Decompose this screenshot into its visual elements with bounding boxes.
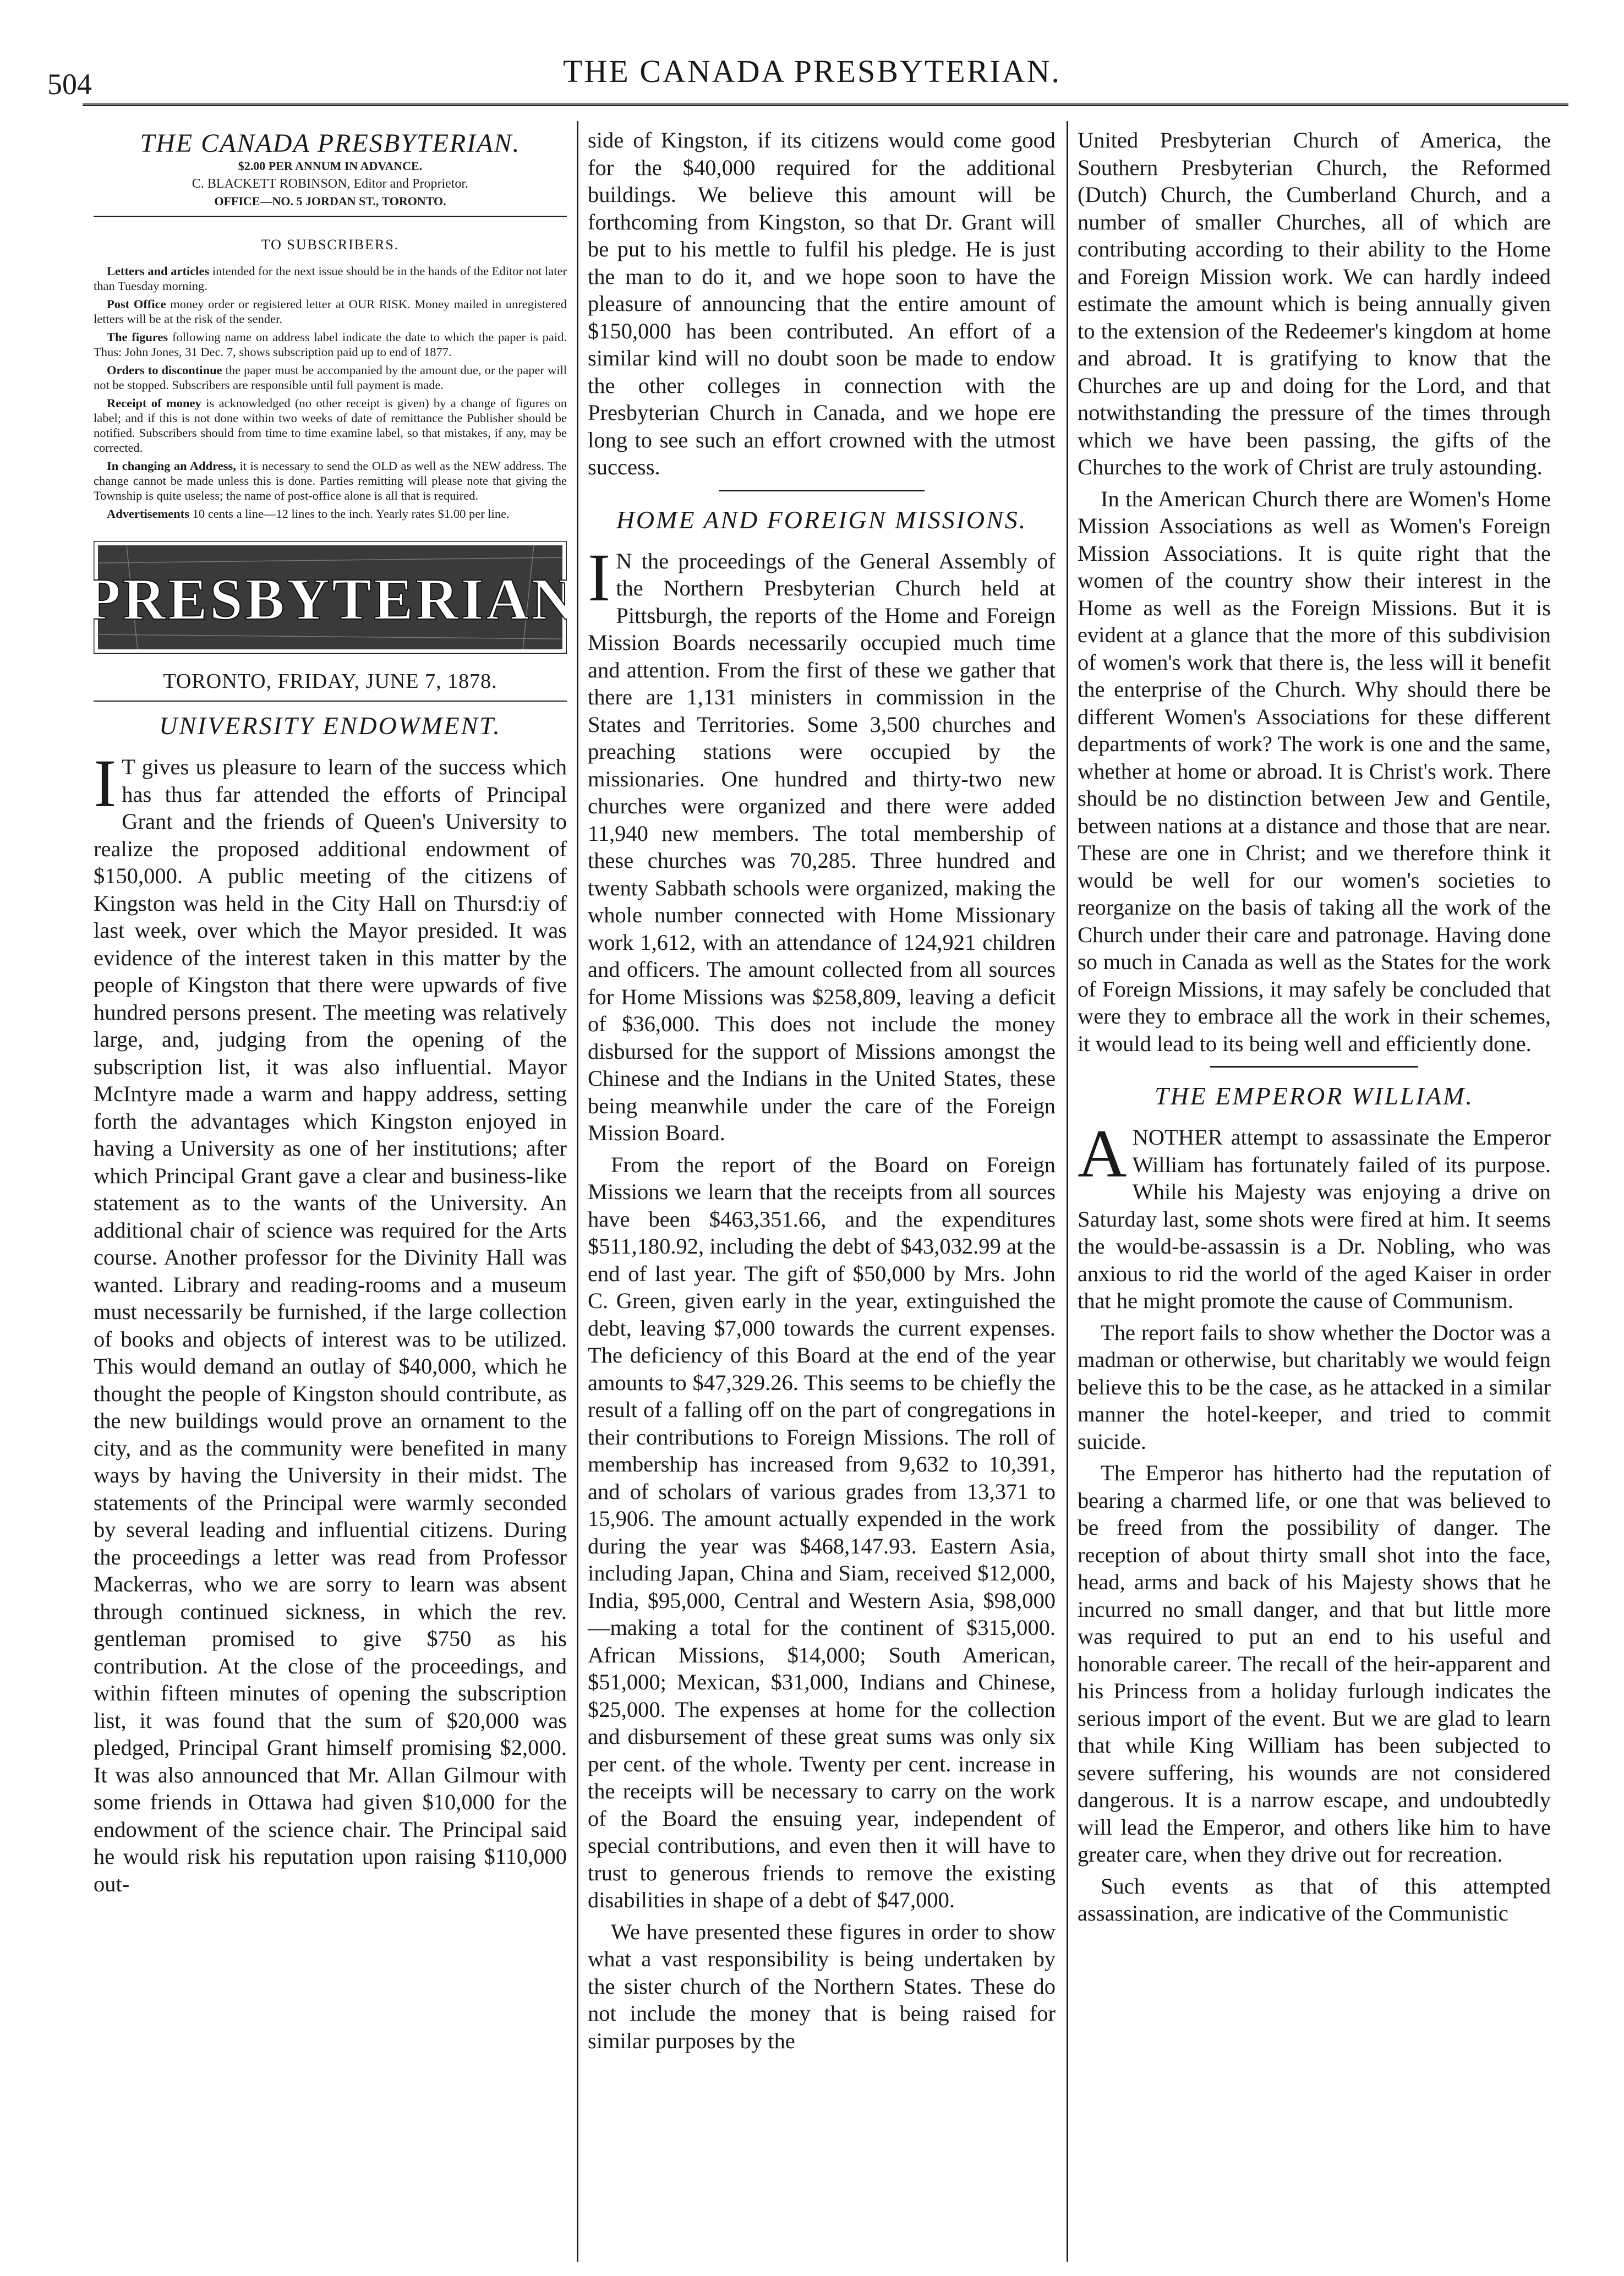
masthead-price: $2.00 PER ANNUM IN ADVANCE. bbox=[238, 158, 423, 173]
notice-lead: In changing an Address, bbox=[107, 459, 236, 473]
column-3 bbox=[1078, 127, 1551, 1932]
notice-text: the paper must be accompanied by the amount due, or the paper will not be stopped. Subscribers are responsible until full payment is made. bbox=[94, 363, 567, 392]
subscriber-notice bbox=[94, 396, 567, 455]
notice-lead: Letters and articles bbox=[107, 264, 210, 278]
masthead-title: THE CANADA PRESBYTERIAN. bbox=[140, 129, 521, 158]
subscribers-heading: TO SUBSCRIBERS. bbox=[261, 236, 400, 253]
masthead-editor: C. BLACKETT ROBINSON, Editor and Proprietor. bbox=[192, 176, 469, 191]
notice-lead: The figures bbox=[107, 330, 168, 344]
article-title-endowment: UNIVERSITY ENDOWMENT. bbox=[159, 712, 501, 740]
subscriber-notice bbox=[94, 264, 567, 293]
article-paragraph: United Presbyterian Church of America, the Southern Presbyterian Church, the Reformed (Dutch) Church, the Cumberland Church, and a number of smaller Churches, all of which are contributing according to their ability to the Home and Foreign Mission work. We can hardly indeed estimate the amount which is being annually given to the extension of the Redeemer's kingdom at home and abroad. It is gratifying to know that the Churches are up and doing for the Lord, and that notwithstanding the pressure of the times through which we have been passing, the gifts of the Churches to the work of Christ are truly astounding. bbox=[1078, 128, 1551, 479]
section-rule bbox=[719, 490, 925, 491]
notice-text: is acknowledged (no other receipt is given) by a change of figures on label; and if this is not done within two weeks of date of remittance the Publisher should be notified. Subscribers should from time to time examine label, so that mistakes, if any, may be corrected. bbox=[94, 396, 567, 455]
subscriber-notice bbox=[94, 458, 567, 503]
subscriber-notice bbox=[94, 363, 567, 392]
column-1 bbox=[94, 127, 567, 1902]
article-paragraph: I T gives us pleasure to learn of the success which has thus far attended the efforts of Principal Grant and the friends of Queen's University to realize the proposed additional endowment of $150,000. A public meeting of the citizens of Kingston was held in the City Hall on Thursd:iy of last week, over which the Mayor presided. It was evidence of the interest taken in this matter by the people of Kingston that there were upwards of five hundred persons present. The meeting was relatively large, and, judging from the opening of the subscription list, it was also influential. Mayor McIntyre made a warm and happy address, setting forth the advantages which Kingston enjoyed in having a University as one of her institutions; after which Principal Grant gave a clear and business-like statement as to the wants of the University. An additional chair of science was required for the Arts course. Another professor for the Divinity Hall was wanted. Library and reading-rooms and a museum must necessarily be furnished, if the large collection of books and objects of interest was to be utilized. This would demand an outlay of $40,000, which he thought the people of Kingston should contribute, as the new buildings would prove an ornament to the city, and as the community were benefited in many ways by having the University in their midst. The statements of the Principal were warmly seconded by several leading and influential citizens. During the proceedings a letter was read from Professor Mackerras, who we are sorry to learn was absent through continued sickness, in which the rev. gentleman promised to give $750 as his contribution. At the close of the proceedings, and within fifteen minutes of opening the subscription list, it was found that the sum of $20,000 was pledged, Principal Grant himself promising $2,000. It was also announced that Mr. Allan Gilmour with some friends in Ottawa had given $10,000 for the endowment of the science chair. The Principal said he would risk his reputation upon raising $110,000 out- bbox=[94, 746, 567, 1896]
drop-cap: I bbox=[588, 539, 611, 615]
article-paragraph: The Emperor has hitherto had the reputation of bearing a charmed life, or one that was believed to be freed from the possibility of danger. The reception of about thirty small shot into the face, head, arms and back of his Majesty shows that he incurred no small danger, and that but little more was required to put an end to his useful and honorable career. The recall of the heir-apparent and his Princess from a holiday furlough indicates the serious import of the event. But we are glad to learn that while King William has been subjected to severe suffering, his wounds are not considered dangerous. It is a narrow escape, and undoubtedly will lead the Emperor, and others like him to have greater care, when they drive out for recreation. bbox=[1078, 1460, 1551, 1867]
notice-text: following name on address label indicate the date to which the paper is paid. Thus: John Jones, 31 Dec. 7, shows subscription paid up to end of 1877. bbox=[94, 330, 567, 359]
dateline-rule bbox=[94, 701, 567, 702]
notice-text: money order or registered letter at OUR RISK. Money mailed in unregistered letters will be at the risk of the sender. bbox=[94, 297, 567, 326]
article-paragraph: I N the proceedings of the General Assembly of the Northern Presbyterian Church held at Pittsburgh, the reports of the Home and Foreign Mission Boards necessarily occupied much time and attention. From the first of these we gather that there are 1,131 ministers in commission in the States and Territories. Some 3,500 churches and preaching stations were occupied by the missionaries. One hundred and thirty-two new churches were organized and there were added 11,940 new members. The total membership of these churches was 70,285. Three hundred and twenty Sabbath schools were organized, making the whole number connected with Home Missionary work 1,612, with an attendance of 124,921 children and officers. The amount collected from all sources for Home Missions was $258,809, leaving a deficit of $36,000. This does not include the money disbursed for the support of Missions amongst the Chinese and the Indians in the United States, these being meanwhile under the care of the Foreign Mission Board. bbox=[588, 539, 1056, 1145]
notice-lead: Post Office bbox=[107, 297, 166, 311]
running-title: THE CANADA PRESBYTERIAN. bbox=[563, 53, 1061, 89]
notice-text: 10 cents a line—12 lines to the inch. Yearly rates $1.00 per line. bbox=[189, 507, 510, 521]
drop-cap: A bbox=[1078, 1116, 1127, 1191]
article-paragraph: We have presented these figures in order to show what a vast responsibility is being undertaken by the sister church of the Northern States. These do not include the money that is being raised for similar purposes by the bbox=[588, 1919, 1056, 2053]
article-paragraph: The report fails to show whether the Doctor was a madman or otherwise, but charitably we would feign believe this to be the case, as he attacked in a similar manner the hotel-keeper, and tried to commit suicide. bbox=[1078, 1320, 1551, 1454]
header-rule bbox=[83, 103, 1568, 106]
subscriber-notices bbox=[94, 264, 567, 521]
masthead-rule bbox=[94, 216, 567, 217]
masthead-banner bbox=[94, 541, 567, 654]
column-divider bbox=[577, 121, 578, 2262]
notice-lead: Advertisements bbox=[107, 507, 189, 521]
subscriber-notice bbox=[94, 506, 567, 521]
page-number: 504 bbox=[47, 68, 92, 101]
subscriber-notice bbox=[94, 330, 567, 359]
subscriber-notice bbox=[94, 297, 567, 326]
article-paragraph: ANOTHER attempt to assassinate the Emperor William has fortunately failed of its purpose. While his Majesty was enjoying a drive on Saturday last, some shots were fired at him. It seems the would-be-assassin is a Dr. Nobling, who was anxious to rid the world of the aged Kaiser in order that he might promote the cause of Communism. bbox=[1078, 1116, 1551, 1313]
banner-text: PRESBYTERIAN bbox=[94, 567, 567, 632]
article-paragraph: In the American Church there are Women's Home Mission Associations as well as Women's Foreign Mission Associations. It is quite right that the women of the country show their interest in the Home as well as the Foreign Missions. But it is evident at a glance that the more of this subdivision of women's work that there is, the less will it benefit the enterprise of the Church. Why should there be different Women's Associations for these different departments of work? The work is one and the same, whether at home or abroad. It is Christ's work. There should be no distinction between Jew and Gentile, between nations at a distance and those that are near. These are one in Christ; and we therefore think it would be well for our women's societies to reorganize on the basis of taking all the work of the Church under their care and patronage. Having done so much in Canada as well as the States for the work of Foreign Missions, it may safely be concluded that were they to embrace all the work in their schemes, it would lead to its being well and efficiently done. bbox=[1078, 486, 1551, 1056]
article-paragraph: side of Kingston, if its citizens would come good for the $40,000 required for the additional buildings. We believe this amount will be forthcoming from Kingston, so that Dr. Grant will be put to his mettle to fulfil his pledge. He is just the man to do it, and we hope soon to have the pleasure of announcing that the entire amount of $150,000 has been contributed. An effort of a similar kind will no doubt soon be made to endow the other colleges in connection with the Presbyterian Church in Canada, and we hope ere long to see such an effort crowned with the utmost success. bbox=[588, 128, 1056, 479]
column-2 bbox=[588, 127, 1056, 2059]
notice-text: it is necessary to send the OLD as well as the NEW address. The change cannot be made unless this is done. Parties remitting will please note that giving the Township is quite useless; the name of post-office alone is all that is required. bbox=[94, 459, 567, 502]
dateline: TORONTO, FRIDAY, JUNE 7, 1878. bbox=[163, 669, 497, 693]
masthead-office: OFFICE—NO. 5 JORDAN ST., TORONTO. bbox=[214, 194, 446, 208]
article-title-emperor: THE EMPEROR WILLIAM. bbox=[1155, 1082, 1474, 1110]
article-paragraph: Such events as that of this attempted assassination, are indicative of the Communistic bbox=[1078, 1873, 1551, 1925]
notice-text: intended for the next issue should be in the hands of the Editor not later than Tuesday morning. bbox=[94, 264, 567, 293]
section-rule bbox=[1210, 1066, 1418, 1068]
article-title-missions: HOME AND FOREIGN MISSIONS. bbox=[616, 505, 1027, 534]
drop-cap: I bbox=[94, 746, 117, 821]
column-divider bbox=[1067, 121, 1068, 2262]
notice-lead: Orders to discontinue bbox=[107, 363, 222, 377]
notice-lead: Receipt of money bbox=[107, 396, 201, 410]
article-paragraph: From the report of the Board on Foreign Missions we learn that the receipts from all sources have been $463,351.66, and the expenditures $511,180.92, including the debt of $43,032.99 at the end of last year. The gift of $50,000 by Mrs. John C. Green, given early in the year, extinguished the debt, leaving $7,000 towards the current expenses. The deficiency of this Board at the end of the year amounts to $47,329.26. This seems to be chiefly the result of a falling off on the part of congregations in their contributions to Foreign Missions. The roll of membership has increased from 9,632 to 10,391, and of scholars of various grades from 13,371 to 15,906. The amount actually expended in the work during the year was $468,147.93. Eastern Asia, including Japan, China and Siam, received $12,000, India, $95,000, Central and Western Asia, $98,000—making a total for the continent of $315,000. African Missions, $14,000; South American, $51,000; Mexican, $31,000, Indians and Chinese, $25,000. The expenses at home for the collection and disbursement of these great sums was only six per cent. of the whole. Twenty per cent. increase in the receipts will be necessary to carry on the work of the Board the ensuing year, independent of special contributions, and even then it will have to trust to generous friends to remove the existing disabilities in shape of a debt of $47,000. bbox=[588, 1152, 1056, 1912]
